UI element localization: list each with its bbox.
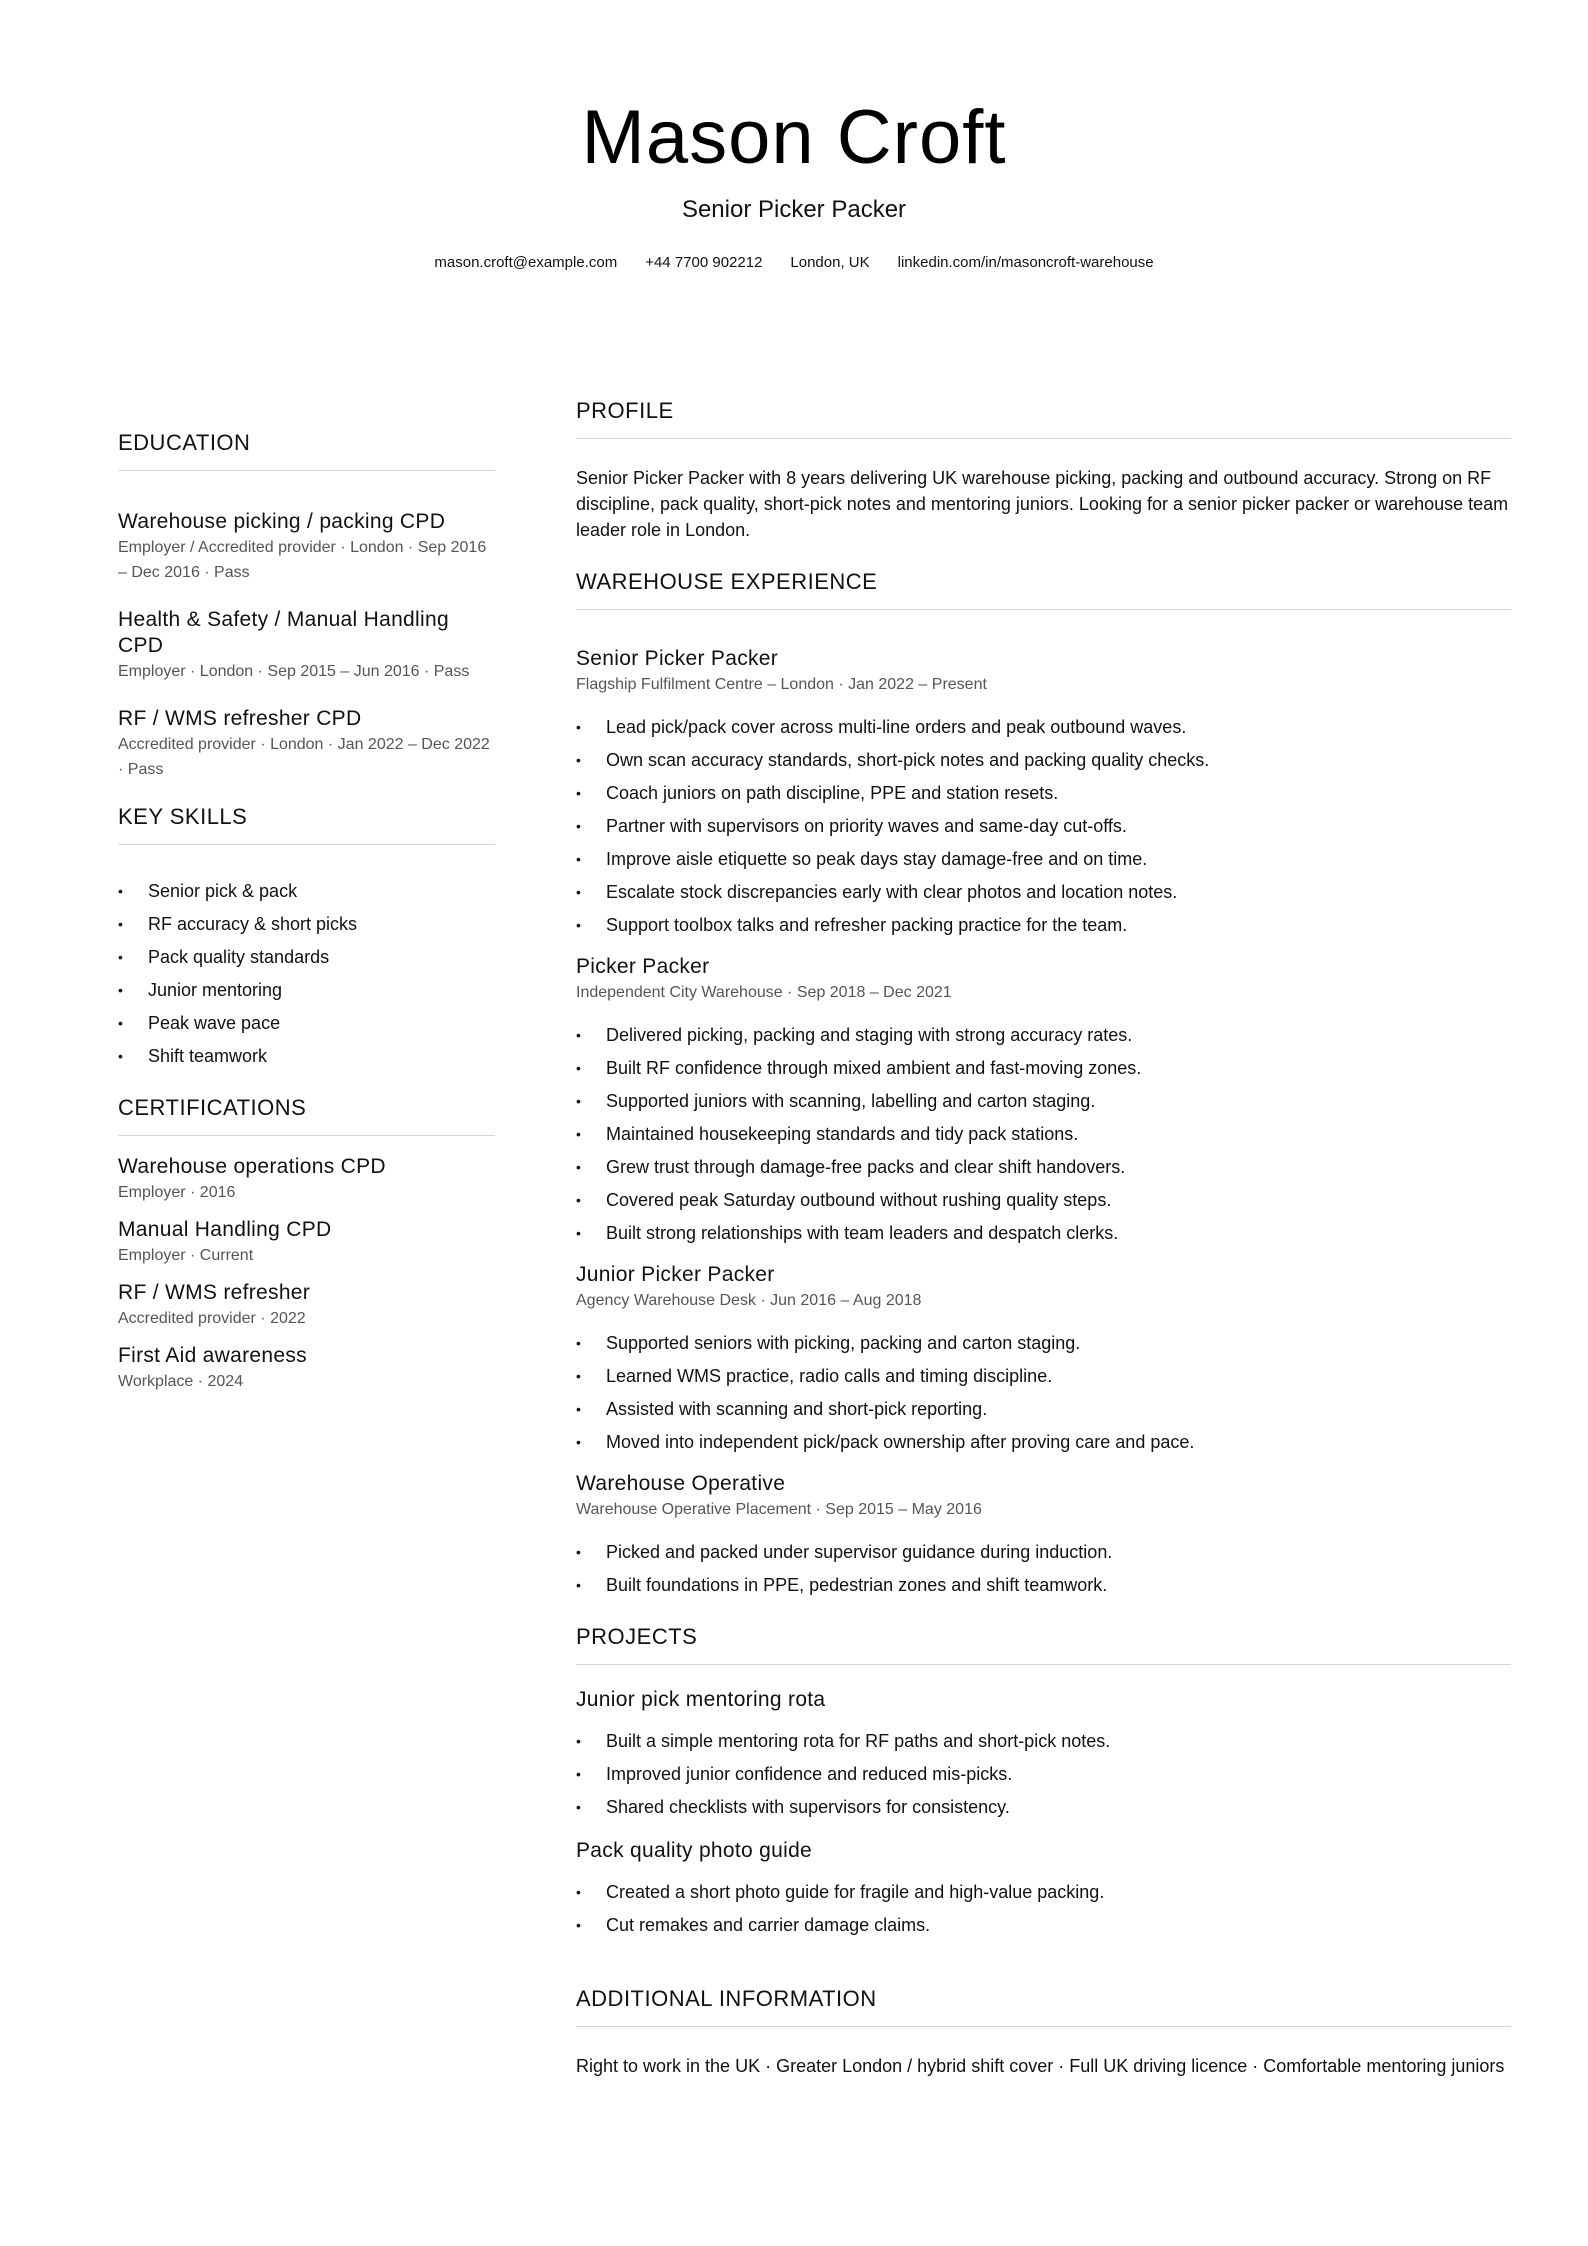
job-title: Senior Picker Packer [576,647,779,670]
job-bullet: • Own scan accuracy standards, short-pick notes and packing quality checks. [576,744,1511,777]
profile-text: Senior Picker Packer with 8 years delivering UK warehouse picking, packing and outbound accuracy. Strong on RF discipline, pack quality, short-pick notes and mentoring juniors. Looking for a senior picker packer or warehouse team leader role in London. [576,468,1509,540]
job-entry [576,646,1511,942]
job-meta: Agency Warehouse Desk · Jun 2016 – Aug 2018 [576,1292,922,1309]
job-bullet: • Supported juniors with scanning, labelling and carton staging. [576,1085,1511,1118]
job-entry [576,954,1511,1250]
additional-section [576,1986,1511,2079]
certification-title: Manual Handling CPD [118,1218,332,1241]
education-item [118,509,495,585]
skills-list [118,875,495,1073]
education-item-meta: Employer / Accredited provider · London · Sep 2016 – Dec 2016 · Pass [118,539,487,581]
project-entry [576,1687,1511,1824]
job-meta: Warehouse Operative Placement · Sep 2015 – May 2016 [576,1501,982,1518]
project-title: Pack quality photo guide [576,1839,813,1862]
certification-item [118,1280,495,1331]
project-bullet: • Built a simple mentoring rota for RF paths and short-pick notes. [576,1725,1511,1758]
skill-item: • Pack quality standards [118,941,495,974]
job-bullet: • Moved into independent pick/pack ownership after proving care and pace. [576,1426,1511,1459]
education-item-title: Health & Safety / Manual Handling CPD [118,608,449,657]
education-item-meta: Employer · London · Sep 2015 – Jun 2016 · Pass [118,663,470,680]
project-bullet: • Created a short photo guide for fragile and high-value packing. [576,1876,1511,1909]
job-title: Junior Picker Packer [576,1263,775,1286]
contact-linkedin[interactable]: linkedin.com/in/masoncroft-warehouse [897,254,1154,271]
job-bullet: • Covered peak Saturday outbound without rushing quality steps. [576,1184,1511,1217]
right-column [576,398,1511,2079]
certification-meta: Accredited provider · 2022 [118,1310,306,1327]
skill-item: • RF accuracy & short picks [118,908,495,941]
additional-heading: ADDITIONAL INFORMATION [576,1986,1511,2027]
certification-meta: Employer · Current [118,1247,254,1264]
skill-item: • Peak wave pace [118,1007,495,1040]
certification-title: First Aid awareness [118,1344,307,1367]
job-bullet: • Supported seniors with picking, packing and carton staging. [576,1327,1511,1360]
certification-title: RF / WMS refresher [118,1281,311,1304]
job-entry [576,1471,1511,1602]
job-meta: Independent City Warehouse · Sep 2018 – Dec 2021 [576,984,952,1001]
job-bullet: • Grew trust through damage-free packs and clear shift handovers. [576,1151,1511,1184]
certification-item [118,1217,495,1268]
contact-email[interactable]: mason.croft@example.com [434,254,618,271]
job-bullet: • Assisted with scanning and short-pick reporting. [576,1393,1511,1426]
profile-section [576,398,1511,543]
job-bullets [576,1019,1511,1250]
education-heading: EDUCATION [118,430,495,471]
project-bullet: • Improved junior confidence and reduced mis-picks. [576,1758,1511,1791]
job-meta: Flagship Fulfilment Centre – London · Jan 2022 – Present [576,676,987,693]
project-entry [576,1838,1511,1942]
education-item-title: Warehouse picking / packing CPD [118,510,446,533]
skill-item: • Senior pick & pack [118,875,495,908]
project-bullets [576,1725,1511,1824]
job-bullet: • Picked and packed under supervisor guidance during induction. [576,1536,1511,1569]
certification-item [118,1154,495,1205]
education-section [118,430,495,782]
certification-meta: Workplace · 2024 [118,1373,244,1390]
project-bullet: • Cut remakes and carrier damage claims. [576,1909,1511,1942]
candidate-title: Senior Picker Packer [681,196,907,223]
education-item-title: RF / WMS refresher CPD [118,707,362,730]
skill-item: • Shift teamwork [118,1040,495,1073]
project-bullet: • Shared checklists with supervisors for consistency. [576,1791,1511,1824]
certification-title: Warehouse operations CPD [118,1155,386,1178]
candidate-name: Mason Croft [581,95,1007,180]
contact-bar [0,254,1588,271]
projects-heading: PROJECTS [576,1624,1511,1665]
job-title: Warehouse Operative [576,1472,786,1495]
profile-heading: PROFILE [576,398,1511,439]
job-bullet: • Learned WMS practice, radio calls and timing discipline. [576,1360,1511,1393]
job-entry [576,1262,1511,1459]
skills-section [118,804,495,1073]
contact-phone[interactable]: +44 7700 902212 [645,254,763,271]
job-bullets [576,1536,1511,1602]
job-bullet: • Escalate stock discrepancies early with clear photos and location notes. [576,876,1511,909]
job-bullet: • Maintained housekeeping standards and tidy pack stations. [576,1118,1511,1151]
job-bullets [576,1327,1511,1459]
project-bullets [576,1876,1511,1942]
job-bullet: • Coach juniors on path discipline, PPE and station resets. [576,777,1511,810]
experience-heading: WAREHOUSE EXPERIENCE [576,569,1511,610]
education-item [118,706,495,782]
projects-section [576,1624,1511,1942]
job-bullet: • Lead pick/pack cover across multi-line orders and peak outbound waves. [576,711,1511,744]
left-column [118,430,495,1394]
certifications-section [118,1095,495,1394]
certification-item [118,1343,495,1394]
certifications-heading: CERTIFICATIONS [118,1095,495,1136]
job-bullet: • Support toolbox talks and refresher packing practice for the team. [576,909,1511,942]
job-title: Picker Packer [576,955,710,978]
certification-meta: Employer · 2016 [118,1184,236,1201]
job-bullet: • Built RF confidence through mixed ambient and fast-moving zones. [576,1052,1511,1085]
job-bullet: • Improve aisle etiquette so peak days stay damage-free and on time. [576,843,1511,876]
job-bullet: • Partner with supervisors on priority waves and same-day cut-offs. [576,810,1511,843]
contact-location: London, UK [790,254,870,271]
job-bullet: • Built foundations in PPE, pedestrian zones and shift teamwork. [576,1569,1511,1602]
job-bullet: • Built strong relationships with team leaders and despatch clerks. [576,1217,1511,1250]
skills-heading: KEY SKILLS [118,804,495,845]
additional-text: Right to work in the UK · Greater London / hybrid shift cover · Full UK driving licence · Comfortable mentoring juniors [576,2056,1505,2076]
skill-item: • Junior mentoring [118,974,495,1007]
experience-section [576,569,1511,1602]
job-bullet: • Delivered picking, packing and staging with strong accuracy rates. [576,1019,1511,1052]
project-title: Junior pick mentoring rota [576,1688,826,1711]
education-item-meta: Accredited provider · London · Jan 2022 – Dec 2022 · Pass [118,736,490,778]
job-bullets [576,711,1511,942]
education-item [118,607,495,684]
